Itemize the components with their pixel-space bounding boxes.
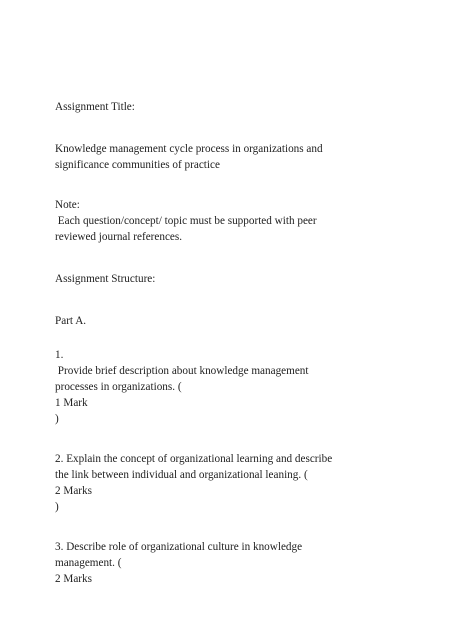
question-3 xyxy=(55,539,440,587)
note-text-line: reviewed journal references. xyxy=(55,231,183,243)
assignment-title-label: Assignment Title: xyxy=(55,101,135,113)
question-1-line: processes in organizations. ( xyxy=(55,381,182,393)
assignment-structure-label: Assignment Structure: xyxy=(55,273,156,285)
spacer xyxy=(55,245,440,271)
question-1 xyxy=(55,347,440,427)
question-3-line: management. ( xyxy=(55,557,122,569)
title-text-line: Knowledge management cycle process in organizations and xyxy=(55,143,323,155)
question-2-line: ) xyxy=(55,501,59,513)
question-2 xyxy=(55,451,440,515)
spacer xyxy=(55,515,440,539)
spacer xyxy=(55,115,440,141)
question-1-line: Provide brief description about knowledge management xyxy=(55,365,309,377)
question-1-line: 1. xyxy=(55,349,64,361)
spacer xyxy=(55,427,440,451)
note-label: Note: xyxy=(55,199,80,211)
document-body xyxy=(55,99,440,587)
question-2-line: 2. Explain the concept of organizational learning and describe xyxy=(55,453,333,465)
question-1-marks: 1 Mark xyxy=(55,397,88,409)
note-text-line: Each question/concept/ topic must be supported with peer xyxy=(55,215,317,227)
part-label: Part A. xyxy=(55,315,87,327)
question-3-marks: 2 Marks xyxy=(55,573,92,585)
title-text-line: significance communities of practice xyxy=(55,159,220,171)
question-2-line: the link between individual and organizational leaning. ( xyxy=(55,469,308,481)
spacer xyxy=(55,329,440,347)
spacer xyxy=(55,287,440,313)
question-1-line: ) xyxy=(55,413,59,425)
spacer xyxy=(55,173,440,197)
question-3-line: 3. Describe role of organizational culture in knowledge xyxy=(55,541,303,553)
question-2-marks: 2 Marks xyxy=(55,485,92,497)
